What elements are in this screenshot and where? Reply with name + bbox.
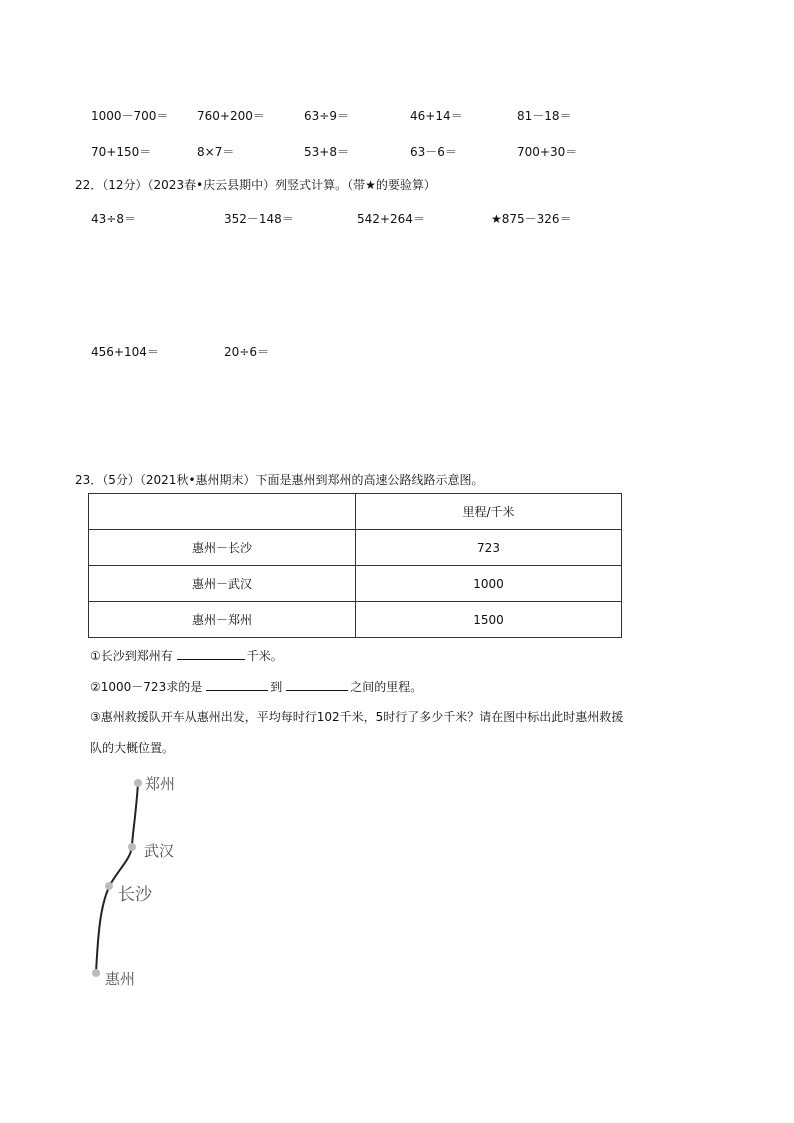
table-header-cell — [89, 494, 356, 530]
oral-calc-item: 8×7＝ — [197, 145, 235, 159]
sub-question-text: 之间的里程。 — [350, 680, 423, 694]
city-label-wuhan: 武汉 — [144, 842, 175, 860]
sub-question-1 — [90, 647, 283, 664]
table-cell: 惠州－长沙 — [89, 530, 356, 566]
sub-question-3-line-2: 队的大概位置。 — [90, 741, 175, 755]
vertical-calc-item: 20÷6＝ — [224, 345, 269, 359]
question-23-title: 23．（5分）（2021秋•惠州期末）下面是惠州到郑州的高速公路线路示意图。 — [75, 473, 484, 487]
oral-calc-item: 760+200＝ — [197, 109, 265, 123]
sub-question-3-line-1: ③惠州救援队开车从惠州出发，平均每时行102千米，5时行了多少千米？请在图中标出此时惠州救援 — [90, 710, 624, 724]
vertical-calc-item: 456+104＝ — [91, 345, 159, 359]
table-cell: 1500 — [356, 602, 622, 638]
city-dot-wuhan — [128, 843, 136, 851]
oral-calc-item: 700+30＝ — [517, 145, 578, 159]
table-row — [89, 566, 622, 602]
highway-route-line — [96, 783, 138, 973]
city-label-zhengzhou: 郑州 — [145, 775, 176, 793]
city-dot-zhengzhou — [134, 779, 142, 787]
city-label-huizhou: 惠州 — [105, 970, 136, 988]
vertical-calc-item: ★875－326＝ — [491, 212, 572, 226]
table-row — [89, 530, 622, 566]
sub-question-text: 千米。 — [246, 649, 283, 663]
sub-question-text: ②1000－723求的是 — [90, 680, 203, 694]
oral-calc-item: 63－6＝ — [410, 145, 457, 159]
oral-calc-item: 1000－700＝ — [91, 109, 169, 123]
oral-calc-item: 46+14＝ — [410, 109, 463, 123]
table-cell: 723 — [356, 530, 622, 566]
oral-calc-item: 70+150＝ — [91, 145, 152, 159]
table-row — [89, 602, 622, 638]
table-header-row — [89, 494, 622, 530]
vertical-calc-item: 43÷8＝ — [91, 212, 136, 226]
oral-calc-item: 81－18＝ — [517, 109, 572, 123]
answer-blank[interactable] — [286, 679, 348, 691]
distance-table — [88, 493, 622, 638]
vertical-calc-item: 352－148＝ — [224, 212, 294, 226]
sub-question-text: ①长沙到郑州有 — [90, 649, 173, 663]
table-cell: 惠州－郑州 — [89, 602, 356, 638]
city-dot-changsha — [105, 882, 113, 890]
oral-calc-item: 63÷9＝ — [304, 109, 349, 123]
table-cell: 1000 — [356, 566, 622, 602]
city-dot-huizhou — [92, 969, 100, 977]
table-cell: 惠州－武汉 — [89, 566, 356, 602]
city-label-changsha: 长沙 — [118, 885, 152, 905]
route-map[interactable] — [80, 765, 200, 1000]
oral-calc-item: 53+8＝ — [304, 145, 349, 159]
question-22-title: 22．（12分）（2023春•庆云县期中）列竖式计算。（带★的要验算） — [75, 178, 436, 192]
vertical-calc-item: 542+264＝ — [357, 212, 425, 226]
answer-blank[interactable] — [206, 679, 268, 691]
table-header-cell: 里程/千米 — [356, 494, 622, 530]
sub-question-text: 到 — [270, 680, 283, 694]
answer-blank[interactable] — [177, 648, 245, 660]
sub-question-2 — [90, 678, 422, 695]
